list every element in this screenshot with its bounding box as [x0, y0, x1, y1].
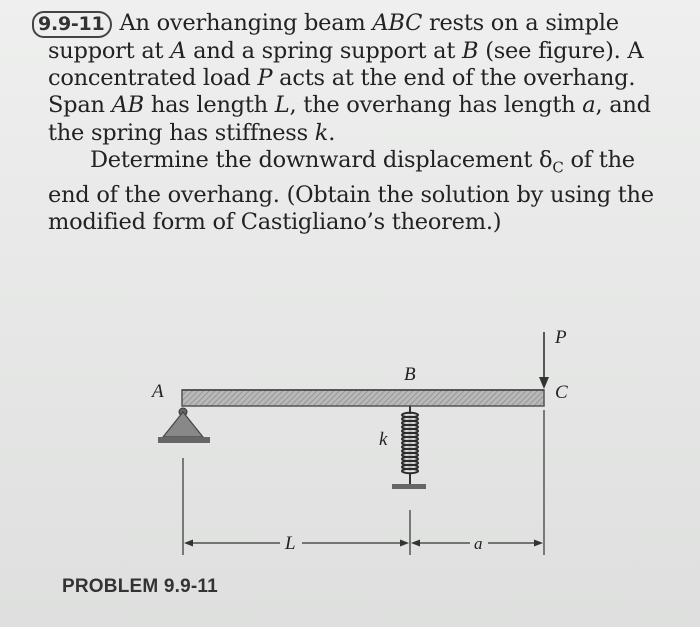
math-symbol: AB — [111, 92, 144, 119]
problem-paragraph-2-before: Determine the downward displacement δ — [90, 146, 553, 173]
label-P: P — [555, 327, 567, 348]
label-C: C — [555, 382, 568, 403]
text-segment: , the overhang has length — [289, 92, 583, 119]
text-segment: . — [328, 119, 336, 146]
text-segment: has length — [143, 92, 275, 119]
math-symbol: P — [257, 65, 273, 92]
label-k: k — [379, 429, 388, 450]
spring-support-B — [392, 406, 426, 489]
math-symbol: k — [314, 119, 329, 146]
text-segment: , and the spring has stiffness — [48, 92, 651, 146]
problem-paragraph-2-after: of the end of the overhang. (Obtain the solution by using the modified form of Castigliano’s theorem.) — [48, 146, 654, 235]
problem-number-badge: 9.9-11 — [32, 11, 112, 38]
text-segment: An overhanging beam — [119, 10, 373, 36]
text-segment: and a spring support at — [186, 38, 463, 64]
label-L: L — [285, 533, 296, 554]
math-symbol: B — [462, 38, 479, 64]
text-segment: rests on a simple support at — [48, 10, 619, 64]
beam — [182, 390, 544, 406]
dimension-lines — [183, 410, 544, 555]
delta-subscript: C — [552, 158, 564, 177]
math-symbol: L — [274, 92, 290, 119]
pin-support-A — [158, 408, 210, 443]
spring-coil — [402, 469, 418, 473]
label-a: a — [474, 534, 483, 553]
figure-caption: PROBLEM 9.9-11 — [62, 576, 218, 597]
text-segment: acts at the end of the overhang. Span — [48, 65, 636, 119]
math-symbol: ABC — [372, 10, 423, 36]
spring-coils — [402, 413, 418, 473]
label-B: B — [404, 364, 416, 385]
label-A: A — [152, 381, 164, 402]
math-symbol: A — [170, 38, 187, 64]
text-segment: (see figure). A concentrated load — [48, 38, 644, 92]
load-arrow-P — [539, 332, 549, 389]
math-symbol: a — [582, 92, 596, 119]
